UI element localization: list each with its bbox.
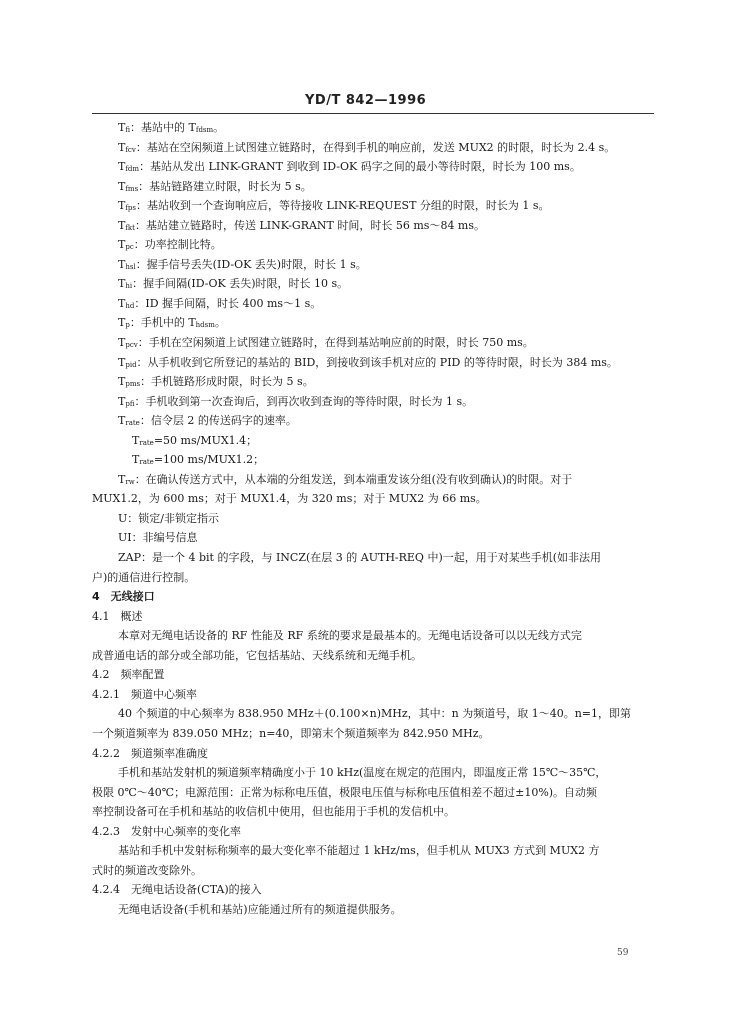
zap-definition-cont: 户)的通信进行控制。 (92, 570, 196, 584)
section-heading-4-2-2: 4.2.2 频道频率准确度 (92, 746, 208, 760)
section-heading-4-2-3: 4.2.3 发射中心频率的变化率 (92, 824, 241, 838)
paragraph-cont: 极限 0℃～40℃；电源范围：正常为标称电压值，极限电压值与标称电压值相差不超过±10%)。自动频 (92, 785, 598, 799)
definition-line: Tpms：手机链路形成时限，时长为 5 s。 (118, 375, 314, 389)
definition-line: Tp：手机中的 Thdsm。 (118, 316, 226, 330)
definition-line: Tfcv：基站在空闲频道上试图建立链路时，在得到手机的响应前，发送 MUX2 的时限，时长为 2.4 s。 (118, 140, 616, 154)
paragraph-cont: 一个频道频率为 839.050 MHz；n=40，即第末个频道频率为 842.950 MHz。 (92, 726, 490, 740)
retransmit-line: Trw：在确认传送方式中，从本端的分组发送，到本端重发该分组(没有收到确认)的时限。对于 (118, 472, 573, 486)
definition-line: Trate：信令层 2 的传送码字的速率。 (118, 414, 297, 428)
section-heading-4-2-4: 4.2.4 无绳电话设备(CTA)的接入 (92, 883, 262, 897)
definition-line: Thi：握手间隔(ID-OK 丢失)时限，时长 10 s。 (118, 277, 349, 291)
section-heading-4-2: 4.2 频率配置 (92, 668, 165, 682)
header-rule (92, 113, 654, 114)
definition-line: Tpfi：手机收到第一次查询后，到再次收到查询的等待时限，时长为 1 s。 (118, 394, 474, 408)
page-number: 59 (617, 948, 629, 958)
standard-header: YD/T 842—1996 (305, 93, 427, 108)
definition-line: Tpid：从手机收到它所登记的基站的 BID，到接收到该手机对应的 PID 的等待时限，时长为 384 ms。 (118, 355, 618, 369)
definition-line: Tfdm：基站从发出 LINK-GRANT 到收到 ID-OK 码字之间的最小等待时限，时长为 100 ms。 (118, 160, 581, 174)
definition-line: Thd：ID 握手间隔，时长 400 ms～1 s。 (118, 296, 322, 310)
paragraph-cont: 成普通电话的部分或全部功能，它包括基站、天线系统和无绳手机。 (92, 648, 422, 662)
definition-line: Thsl：握手信号丢失(ID-OK 丢失)时限，时长 1 s。 (118, 257, 367, 271)
paragraph: 40 个频道的中心频率为 838.950 MHz＋(0.100×n)MHz，其中：n 为频道号，取 1～40。n=1，即第 (118, 707, 632, 721)
ui-definition: UI：非编号信息 (118, 531, 198, 545)
paragraph-cont: 率控制设备可在手机和基站的收信机中使用，但也能用于手机的发信机中。 (92, 805, 455, 819)
definition-line: Tfms：基站链路建立时限，时长为 5 s。 (118, 179, 312, 193)
paragraph: 手机和基站发射机的频道频率精确度小于 10 kHz(温度在规定的范围内，即温度正常 15℃～35℃， (118, 766, 607, 780)
definition-line: Tpcv：手机在空闲频道上试图建立链路时，在得到基站响应前的时限，时长 750 ms。 (118, 336, 534, 350)
definition-line: Tfi：基站中的 Tfdsm。 (118, 121, 225, 134)
section-heading-4-1: 4.1 概述 (92, 609, 143, 623)
document-body (92, 118, 662, 919)
definition-line: Tfps：基站收到一个查询响应后，等待接收 LINK-REQUEST 分组的时限，时长为 1 s。 (118, 199, 550, 213)
section-heading-4-2-1: 4.2.1 频道中心频率 (92, 687, 197, 701)
rate-line: Trate=100 ms/MUX1.2； (132, 453, 265, 467)
paragraph: 基站和手机中发射标称频率的最大变化率不能超过 1 kHz/ms，但手机从 MUX3 方式到 MUX2 方 (118, 844, 600, 858)
zap-definition: ZAP：是一个 4 bit 的字段，与 INCZ(在层 3 的 AUTH-REQ 中)一起，用于对某些手机(如非法用 (118, 551, 602, 565)
paragraph: 本章对无绳电话设备的 RF 性能及 RF 系统的要求是最基本的。无绳电话设备可以以无线方式完 (118, 629, 582, 643)
definition-line: Tpc：功率控制比特。 (118, 238, 222, 252)
rate-line: Trate=50 ms/MUX1.4； (132, 433, 258, 447)
paragraph-cont: 式时的频道改变除外。 (92, 863, 202, 877)
u-definition: U：锁定/非锁定指示 (118, 511, 219, 525)
section-heading-4: 4 无线接口 (92, 590, 155, 604)
definition-line: Tfkt：基站建立链路时，传送 LINK-GRANT 时间，时长 56 ms～84 ms。 (118, 218, 486, 232)
paragraph: 无绳电话设备(手机和基站)应能通过所有的频道提供服务。 (118, 902, 402, 916)
retransmit-line-cont: MUX1.2，为 600 ms；对于 MUX1.4，为 320 ms；对于 MUX2 为 66 ms。 (92, 492, 487, 506)
